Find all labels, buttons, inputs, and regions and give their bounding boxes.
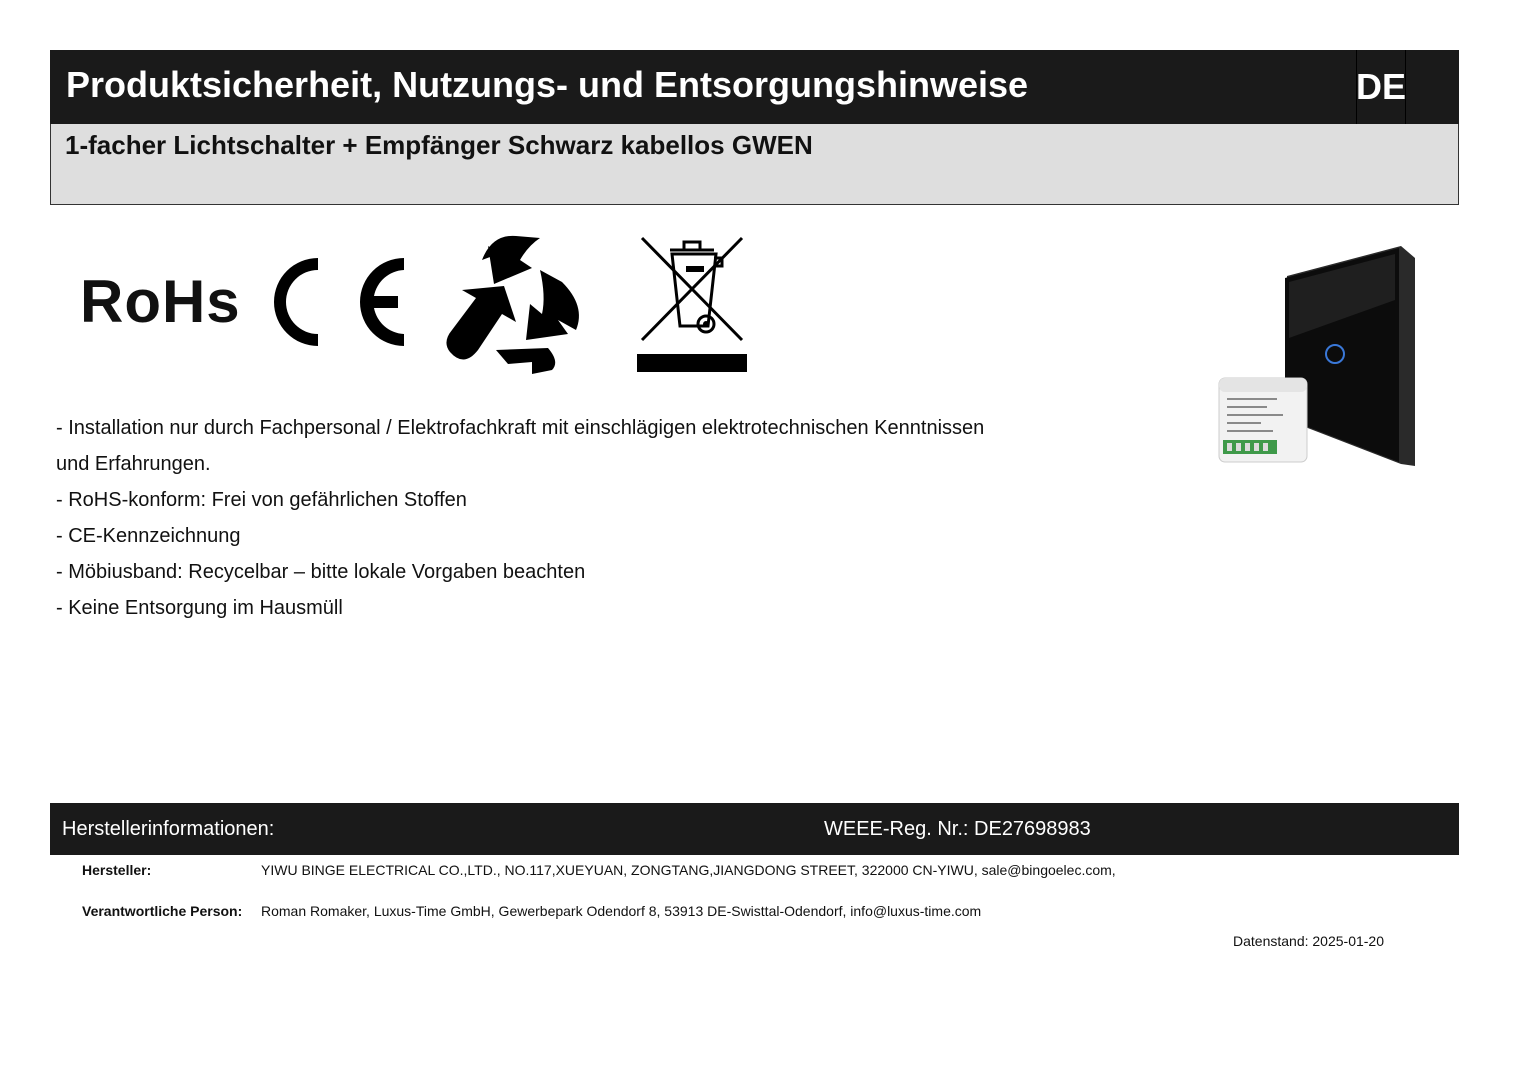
hersteller-value: YIWU BINGE ELECTRICAL CO.,LTD., NO.117,XUEYUAN, ZONGTANG,JIANGDONG STREET, 322000 CN-YIWU, sale@bingoelec.com, [261, 862, 1116, 878]
list-item: - CE-Kennzeichnung [56, 525, 241, 547]
list-item: - Keine Entsorgung im Hausmüll [56, 597, 343, 619]
responsible-person-label: Verantwortliche Person: [82, 903, 243, 919]
language-code: DE [1356, 50, 1406, 124]
weee-registration-number: WEEE-Reg. Nr.: DE27698983 [824, 818, 1091, 840]
recycle-arrows-icon [436, 230, 588, 376]
list-item: - Installation nur durch Fachpersonal / Elektrofachkraft mit einschlägigen elektrotechnischen Kenntnissen [56, 417, 985, 439]
product-image [1215, 240, 1420, 470]
page-title: Produktsicherheit, Nutzungs- und Entsorgungshinweise [66, 64, 1029, 105]
responsible-person-value: Roman Romaker, Luxus-Time GmbH, Gewerbepark Odendorf 8, 53913 DE-Swisttal-Odendorf, info@luxus-time.com [261, 903, 982, 919]
manufacturer-section-label: Herstellerinformationen: [62, 818, 275, 840]
manufacturer-bar [50, 803, 1459, 855]
rohs-logo: RoHs [80, 268, 241, 335]
ce-mark-icon [258, 250, 408, 354]
list-item: - RoHS-konform: Frei von gefährlichen Stoffen [56, 489, 467, 511]
safety-notes-list [56, 410, 1096, 626]
product-name: 1-facher Lichtschalter + Empfänger Schwarz kabellos GWEN [65, 130, 813, 160]
list-item: und Erfahrungen. [56, 453, 211, 475]
header-bar [50, 50, 1459, 124]
product-subheader [50, 124, 1459, 205]
crossed-out-wheelie-bin-icon [636, 232, 748, 374]
hersteller-label: Hersteller: [82, 862, 152, 878]
list-item: - Möbiusband: Recycelbar – bitte lokale Vorgaben beachten [56, 561, 586, 583]
data-date: Datenstand: 2025-01-20 [1233, 933, 1384, 949]
